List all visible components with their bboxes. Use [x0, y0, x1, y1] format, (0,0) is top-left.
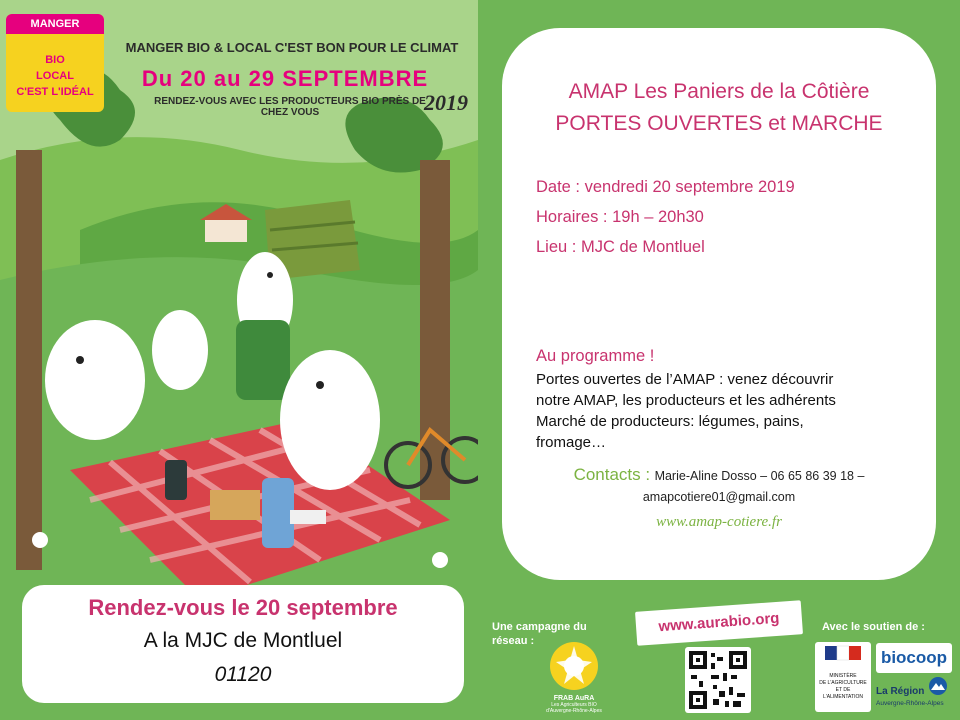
event-date: Date : vendredi 20 septembre 2019 [536, 178, 795, 196]
event-card [502, 28, 936, 580]
frab-sub1: Les Agriculteurs BIO [551, 702, 597, 708]
frab-aura-logo [542, 640, 606, 718]
aurabio-link[interactable]: www.aurabio.org [635, 600, 803, 645]
contact-email[interactable]: amapcotiere01@gmail.com [642, 490, 796, 504]
badge-line-2: LOCAL [36, 70, 74, 82]
poster-headline: MANGER BIO & LOCAL C'EST BON POUR LE CLIMAT [125, 40, 459, 55]
event-title: AMAP Les Paniers de la Côtière [568, 80, 870, 103]
event-hours: Horaires : 19h – 20h30 [536, 208, 704, 226]
badge-line-1: BIO [45, 54, 65, 66]
frab-flower-icon [542, 640, 606, 690]
rendezvous-box [22, 585, 464, 703]
region-logo [876, 676, 956, 716]
rendezvous-place: A la MJC de Montluel [143, 629, 343, 652]
programme-title: Au programme ! [536, 347, 655, 365]
manger-bio-badge [6, 14, 104, 112]
region-mountain-icon [928, 676, 948, 696]
poster-subline: RENDEZ-VOUS AVEC LES PRODUCTEURS BIO PRÈS DE CHEZ VOUS [154, 96, 426, 118]
ministry-line2: DE L'AGRICULTURE [819, 680, 867, 686]
contacts-row [502, 465, 936, 485]
french-flag-icon [815, 642, 871, 668]
ministry-line4: L'ALIMENTATION [823, 694, 863, 700]
contact-name-phone: Marie-Aline Dosso – 06 65 86 39 18 – [654, 469, 865, 483]
programme-line: Portes ouvertes de l’AMAP : venez découvrir [536, 371, 834, 388]
campaign-label-line1: Une campagne du [492, 621, 587, 633]
poster-year: 2019 [424, 90, 468, 115]
qr-code[interactable] [685, 647, 751, 713]
programme-line: Marché de producteurs: légumes, pains, [536, 413, 804, 430]
frab-name: FRAB AuRA [553, 695, 595, 702]
ministry-line3: ET DE [835, 687, 851, 693]
support-label: Avec le soutien de : [822, 621, 925, 633]
badge-line-3: C'EST L'IDÉAL [16, 86, 94, 98]
amap-website-link[interactable]: www.amap-cotiere.fr [656, 514, 782, 530]
poster-illustration [0, 0, 478, 720]
event-place: Lieu : MJC de Montluel [536, 238, 705, 256]
contacts-label: Contacts : [573, 465, 651, 484]
poster-dates: Du 20 au 29 SEPTEMBRE [141, 66, 429, 91]
event-subtitle: PORTES OUVERTES et MARCHE [555, 112, 883, 135]
region-sub: Auvergne-Rhône-Alpes [876, 700, 944, 707]
biocoop-logo [876, 643, 952, 673]
biocoop-name: biocoop [880, 648, 948, 667]
qr-code-icon [685, 647, 751, 713]
ministry-line1: MINISTÈRE [829, 673, 857, 679]
campaign-label-line2: réseau : [492, 635, 535, 647]
programme-line: notre AMAP, les producteurs et les adhérents [536, 392, 836, 409]
frab-sub2: d'Auvergne-Rhône-Alpes [546, 708, 602, 714]
programme-line: fromage… [536, 434, 607, 451]
rendezvous-postcode: 01120 [214, 663, 272, 686]
badge-top-label: MANGER [6, 14, 104, 34]
rendezvous-date: Rendez-vous le 20 septembre [88, 595, 398, 620]
region-name: La Région [876, 686, 925, 697]
ministry-logo [815, 642, 871, 712]
